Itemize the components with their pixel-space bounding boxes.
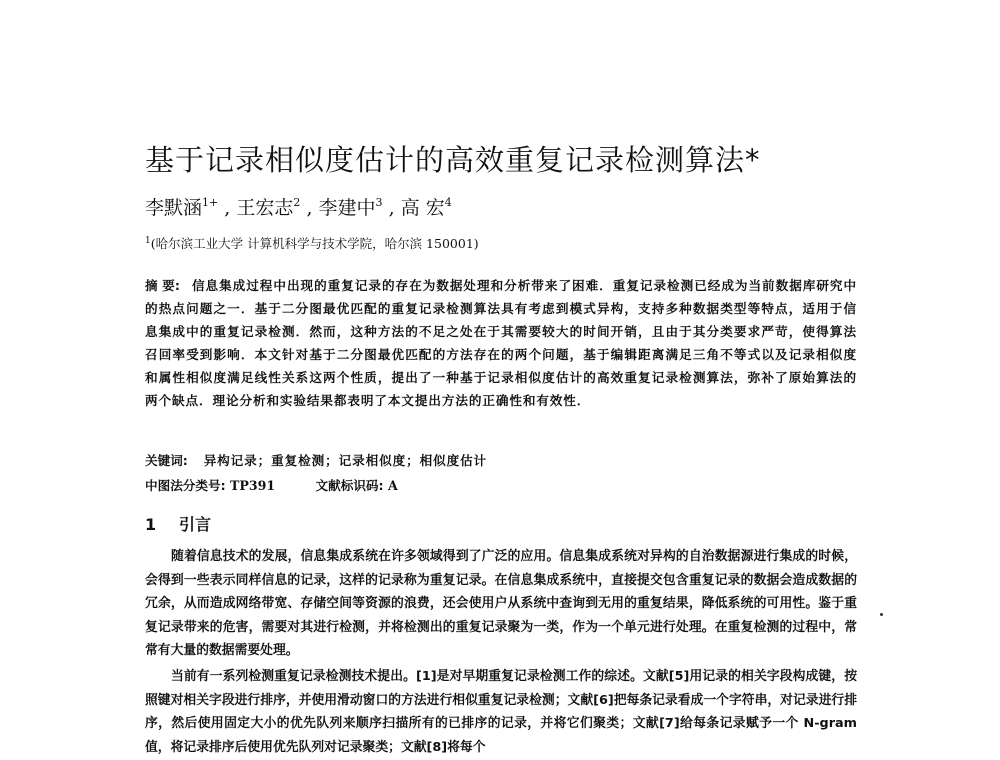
doc-code-value: A xyxy=(387,478,398,493)
classification-line xyxy=(145,475,398,494)
author-name: 王宏志 xyxy=(236,197,294,219)
author-name: 高 宏 xyxy=(400,197,445,219)
author-mark: 2 xyxy=(293,196,301,209)
author-name: 李建中 xyxy=(318,197,376,219)
author-mark: 4 xyxy=(444,196,452,209)
keywords xyxy=(145,450,487,469)
doc-code-label: 文献标识码: xyxy=(315,478,384,493)
author-name: 李默涵 xyxy=(145,197,203,219)
section-heading xyxy=(145,512,211,535)
affiliation-mark: 1 xyxy=(145,236,151,246)
author-separator: , xyxy=(306,197,313,219)
clc-label: 中图法分类号: xyxy=(145,478,226,493)
author-mark: 1+ xyxy=(202,196,219,209)
abstract xyxy=(145,274,857,412)
author-separator: , xyxy=(388,197,395,219)
affiliation-text: (哈尔滨工业大学 计算机科学与技术学院，哈尔滨 150001) xyxy=(150,236,479,251)
section-title: 引言 xyxy=(179,515,212,534)
section-number: 1 xyxy=(145,515,157,534)
author-separator: , xyxy=(224,197,231,219)
abstract-text: 信息集成过程中出现的重复记录的存在为数据处理和分析带来了困难．重复记录检测已经成为当前数据库研究中的热点问题之一．基于二分图最优匹配的重复记录检测算法具有考虑到模式异构，支持多种数据类型等特点，适用于信息集成中的重复记录检测．然而，这种方法的不足之处在于其需要较大的时间开销，且由于其分类要求严苛，使得算法召回率受到影响．本文针对基于二分图最优匹配的方法存在的两个问题，基于编辑距离满足三角不等式以及记录相似度和属性相似度满足线性关系这两个性质，提出了一种基于记录相似度估计的高效重复记录检测算法，弥补了原始算法的两个缺点．理论分析和实验结果都表明了本文提出方法的正确性和有效性． xyxy=(145,278,857,408)
author-list xyxy=(145,193,452,220)
affiliation xyxy=(145,234,479,252)
author-mark: 3 xyxy=(375,196,383,209)
paper-title xyxy=(145,138,905,179)
clc-value: TP391 xyxy=(230,478,276,493)
title-text: 基于记录相似度估计的高效重复记录检测算法 xyxy=(145,143,746,177)
keywords-text: 异构记录；重复检测；记录相似度；相似度估计 xyxy=(203,453,488,468)
body-paragraph: 当前有一系列检测重复记录检测技术提出。[1]是对早期重复记录检测工作的综述。文献[5]用记录的相关字段构成键，按照键对相关字段进行排序，并使用滑动窗口的方法进行相似重复记录检测；文献[6]把每条记录看成一个字符串，对记录进行排序，然后使用固定大小的优先队列来顺序扫描所有的已排序的记录，并将它们聚类；文献[7]给每条记录赋予一个 N-gram 值，将记录排序后使用优先队列对记录聚类；文献[8]将每个 xyxy=(145,669,857,755)
abstract-label: 摘 要: xyxy=(145,278,180,293)
keywords-label: 关键词: xyxy=(145,453,188,468)
body-paragraph: 随着信息技术的发展，信息集成系统在许多领域得到了广泛的应用。信息集成系统对异构的自治数据源进行集成的时候，会得到一些表示同样信息的记录，这样的记录称为重复记录。在信息集成系统中，直接提交包含重复记录的数据会造成数据的冗余，从而造成网络带宽、存储空间等资源的浪费，还会使用户从系统中查询到无用的重复结果，降低系统的可用性。鉴于重复记录带来的危害，需要对其进行检测，并将检测出的重复记录聚为一类，作为一个单元进行处理。在重复检测的过程中，常常有大量的数据需要处理。 xyxy=(145,549,857,659)
scan-speck xyxy=(880,613,883,616)
title-footnote-mark: * xyxy=(745,143,761,177)
